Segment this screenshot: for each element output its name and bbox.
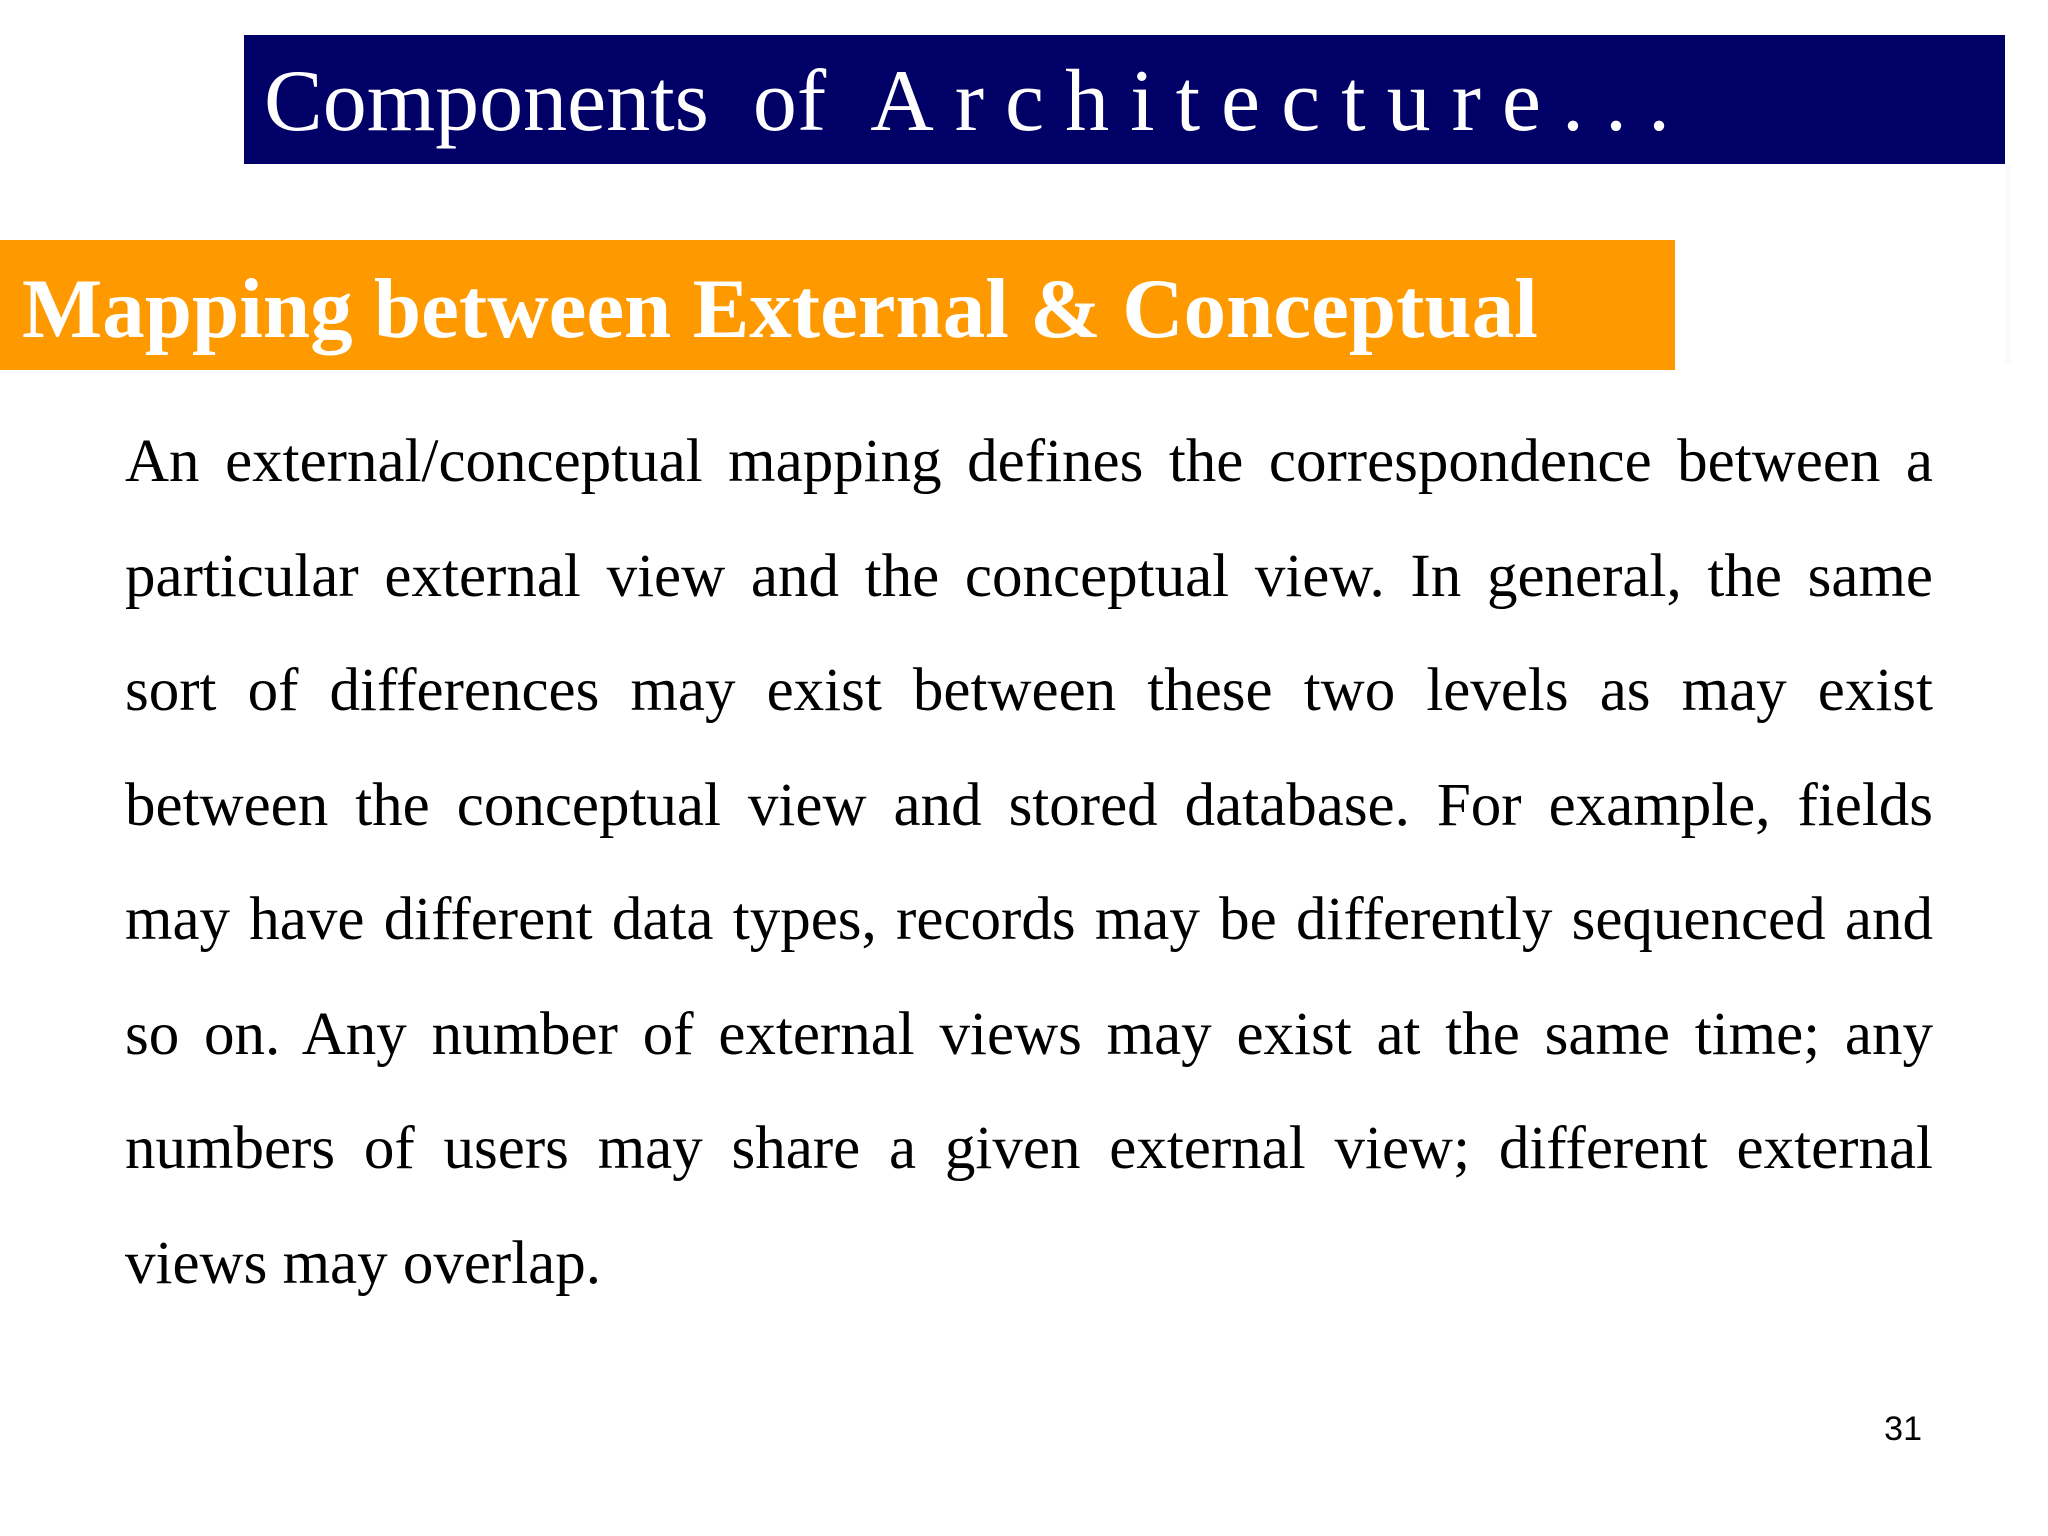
slide-title xyxy=(264,52,1691,150)
slide-title-words: Components of xyxy=(264,52,871,150)
slide-edge-shadow xyxy=(2005,164,2011,364)
slide-title-spaced: Architecture... xyxy=(870,52,1691,150)
section-heading-bar xyxy=(0,240,1675,370)
body-paragraph: An external/conceptual mapping defines the correspondence between a particular external view and the conceptual view. In general, the same sort of differences may exist between these two levels as may exist between the conceptual view and stored database. For example, fields may have different data types, records may be differently sequenced and so on. Any number of external views may exist at the same time; any numbers of users may share a given external view; different external views may overlap. xyxy=(125,428,1933,1297)
section-heading: Mapping between External & Conceptual xyxy=(22,261,1538,356)
slide-title-bar xyxy=(244,35,2005,164)
page-number: 31 xyxy=(1884,1410,1922,1448)
